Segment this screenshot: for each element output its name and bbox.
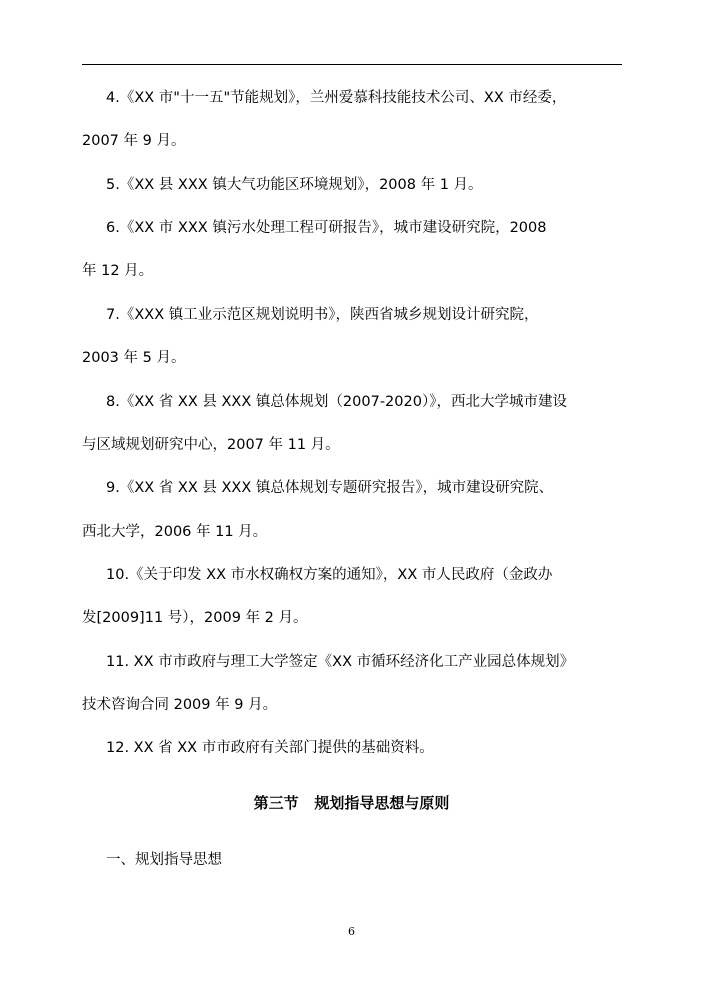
reference-4-line-1: 4.《XX 市"十一五"节能规划》，兰州爱慕科技能技术公司、XX 市经委， xyxy=(106,90,567,106)
page-number: 6 xyxy=(348,925,355,938)
reference-6-line-2: 年 12 月。 xyxy=(82,263,154,279)
section-title: 第三节 规划指导思想与原则 xyxy=(253,794,450,812)
reference-7-line-1: 7.《XXX 镇工业示范区规划说明书》，陕西省城乡规划设计研究院， xyxy=(106,307,539,323)
reference-5-line-1: 5.《XX 县 XXX 镇大气功能区环境规划》，2008 年 1 月。 xyxy=(106,177,483,193)
reference-10-line-2: 发[2009]11 号），2009 年 2 月。 xyxy=(82,610,308,626)
reference-6-line-1: 6.《XX 市 XXX 镇污水处理工程可研报告》，城市建设研究院，2008 xyxy=(106,220,547,236)
reference-4-line-2: 2007 年 9 月。 xyxy=(82,133,186,149)
reference-8-line-1: 8.《XX 省 XX 县 XXX 镇总体规划（2007-2020）》，西北大学城市建设 xyxy=(106,394,567,410)
reference-9-line-2: 西北大学，2006 年 11 月。 xyxy=(82,524,268,540)
reference-11-line-1: 11. XX 市市政府与理工大学签定《XX 市循环经济化工产业园总体规划》 xyxy=(106,654,575,670)
reference-7-line-2: 2003 年 5 月。 xyxy=(82,350,186,366)
reference-8-line-2: 与区域规划研究中心，2007 年 11 月。 xyxy=(82,437,340,453)
reference-12-line-1: 12. XX 省 XX 市市政府有关部门提供的基础资料。 xyxy=(106,740,434,756)
reference-9-line-1: 9.《XX 省 XX 县 XXX 镇总体规划专题研究报告》，城市建设研究院、 xyxy=(106,480,554,496)
reference-10-line-1: 10.《关于印发 XX 市水权确权方案的通知》，XX 市人民政府（金政办 xyxy=(106,567,553,583)
header-rule xyxy=(82,64,622,65)
reference-11-line-2: 技术咨询合同 2009 年 9 月。 xyxy=(82,697,278,713)
subheading: 一、规划指导思想 xyxy=(106,852,222,868)
